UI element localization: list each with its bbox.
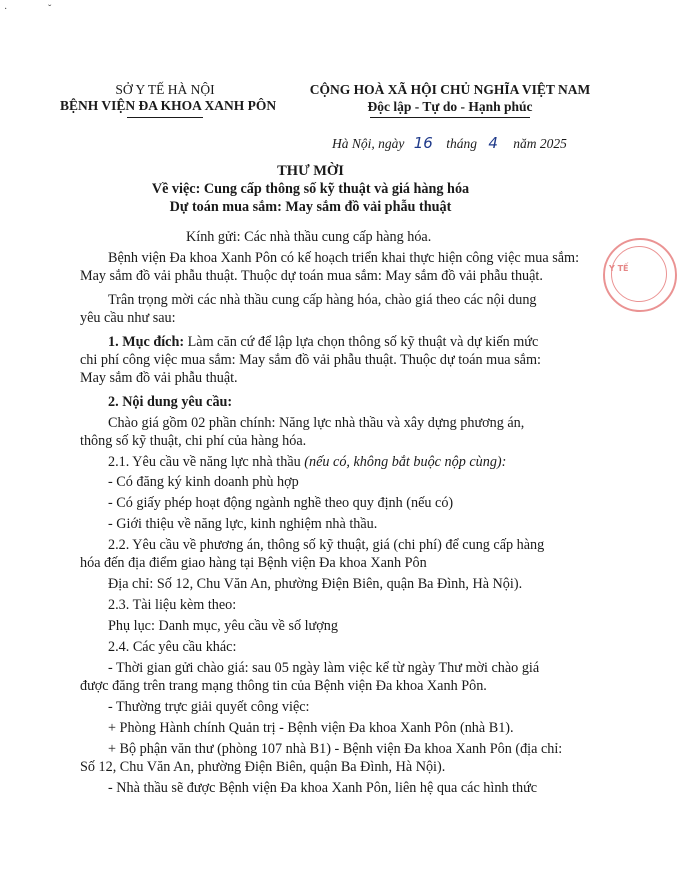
invite-line-2: yêu cầu như sau: xyxy=(80,310,176,326)
section-1-line-1: 1. Mục đích: Làm căn cứ để lập lựa chọn thông số kỹ thuật và dự kiến mức xyxy=(108,334,539,350)
section-1-line-2: chi phí công việc mua sắm: May sắm đồ vải phẫu thuật. Thuộc dự toán mua sắm: xyxy=(80,352,541,368)
requirement-business-registration: - Có đăng ký kinh doanh phù hợp xyxy=(108,474,299,490)
scan-mark: ˇ xyxy=(48,4,52,15)
section-2-1: 2.1. Yêu cầu về năng lực nhà thầu (nếu có, không bắt buộc nộp cùng): xyxy=(108,454,507,470)
section-1-line-3: May sắm đồ vải phẫu thuật. xyxy=(80,370,238,386)
date-line xyxy=(332,134,567,152)
contact-line: - Nhà thầu sẽ được Bệnh viện Đa khoa Xanh Pôn, liên hệ qua các hình thức xyxy=(108,780,538,796)
nation-title: CỘNG HOÀ XÃ HỘI CHỦ NGHĨA VIỆT NAM xyxy=(309,82,591,97)
intro-line-2: May sắm đồ vải phẫu thuật. Thuộc dự toán mua sắm: May sắm đồ vải phẫu thuật. xyxy=(80,268,543,284)
left-header-rule xyxy=(127,117,203,118)
section-2-4: 2.4. Các yêu cầu khác: xyxy=(108,639,237,655)
letter-title: THƯ MỜI xyxy=(277,163,344,179)
clerk-office-line-2: Số 12, Chu Văn An, phường Điện Biên, quận Ba Đình, Hà Nội). xyxy=(80,759,446,775)
address-line: Địa chỉ: Số 12, Chu Văn An, phường Điện Biên, quận Ba Đình, Hà Nội). xyxy=(108,576,523,592)
right-header-rule xyxy=(370,117,530,118)
invite-line-1: Trân trọng mời các nhà thầu cung cấp hàng hóa, chào giá theo các nội dung xyxy=(108,292,537,308)
section-1-heading: 1. Mục đích: xyxy=(108,334,185,350)
section-2-heading: 2. Nội dung yêu cầu: xyxy=(108,394,233,410)
date-prefix: Hà Nội, ngày xyxy=(332,136,405,151)
deadline-line-2: được đăng trên trang mạng thông tin của Bệnh viện Đa khoa Xanh Pôn. xyxy=(80,678,487,694)
greeting: Kính gửi: Các nhà thầu cung cấp hàng hóa. xyxy=(186,229,432,245)
section-2-2-line-2: hóa đến địa điểm giao hàng tại Bệnh viện Đa khoa Xanh Pôn xyxy=(80,555,427,571)
date-year: năm 2025 xyxy=(513,136,567,151)
section-2-1-note: (nếu có, không bắt buộc nộp cùng): xyxy=(304,454,507,470)
deadline-line-1: - Thời gian gửi chào giá: sau 05 ngày làm việc kể từ ngày Thư mời chào giá xyxy=(108,660,540,676)
red-stamp-seal xyxy=(603,238,677,312)
scan-mark: · xyxy=(4,4,8,15)
date-month-handwritten: 4 xyxy=(488,134,498,152)
section-2-line-1: Chào giá gồm 02 phần chính: Năng lực nhà thầu và xây dựng phương án, xyxy=(108,415,525,431)
appendix-line: Phụ lục: Danh mục, yêu cầu về số lượng xyxy=(108,618,338,634)
hospital-name: BỆNH VIỆN ĐA KHOA XANH PÔN xyxy=(60,98,277,113)
clerk-office-line-1: + Bộ phận văn thư (phòng 107 nhà B1) - Bệnh viện Đa khoa Xanh Pôn (địa chỉ: xyxy=(108,741,563,757)
department-name: SỞ Y TẾ HÀ NỘI xyxy=(115,82,215,97)
requirement-experience: - Giới thiệu về năng lực, kinh nghiệm nhà thầu. xyxy=(108,516,378,532)
intro-line-1: Bệnh viện Đa khoa Xanh Pôn có kế hoạch triển khai thực hiện công việc mua sắm: xyxy=(108,250,580,266)
admin-department-line: + Phòng Hành chính Quản trị - Bệnh viện Đa khoa Xanh Pôn (nhà B1). xyxy=(108,720,514,736)
motto: Độc lập - Tự do - Hạnh phúc xyxy=(367,99,533,114)
requirement-license: - Có giấy phép hoạt động ngành nghề theo quy định (nếu có) xyxy=(108,495,454,511)
date-month-label: tháng xyxy=(446,136,477,151)
standing-office-line: - Thường trực giải quyết công việc: xyxy=(108,699,310,715)
stamp-text: Y TẾ xyxy=(609,264,629,273)
date-day-handwritten: 16 xyxy=(413,134,433,152)
letter-estimate: Dự toán mua sắm: May sắm đồ vải phẫu thuật xyxy=(169,199,452,215)
section-2-3: 2.3. Tài liệu kèm theo: xyxy=(108,597,237,613)
section-2-line-2: thông số kỹ thuật, chi phí của hàng hóa. xyxy=(80,433,307,449)
letter-subject: Về việc: Cung cấp thông số kỹ thuật và giá hàng hóa xyxy=(151,181,470,197)
section-2-2-line-1: 2.2. Yêu cầu về phương án, thông số kỹ thuật, giá (chi phí) để cung cấp hàng xyxy=(108,537,545,553)
